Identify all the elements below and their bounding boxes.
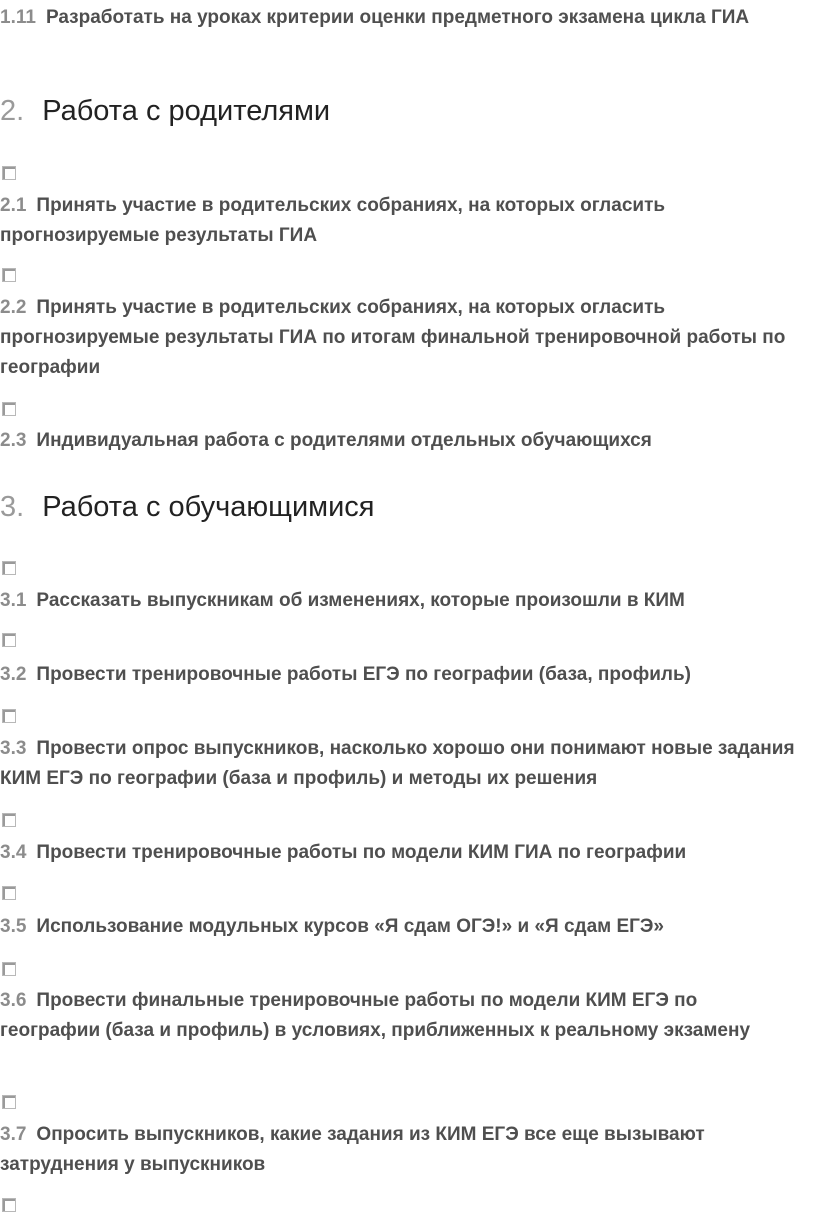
- task-number: 3.5: [0, 916, 27, 937]
- task-item: [0, 3, 800, 33]
- section-number: 3.: [0, 491, 25, 523]
- task-text: Принять участие в родительских собраниях, на которых огласить прогнозируемые результаты ГИА: [0, 195, 666, 246]
- section-number: 2.: [0, 95, 25, 127]
- section-heading-parents: [0, 93, 800, 129]
- task-checkbox[interactable]: [2, 886, 16, 900]
- task-text: Принять участие в родительских собраниях, на которых огласить прогнозируемые результаты ГИА по итогам финальной тренировочной работы по географии: [0, 297, 786, 378]
- task-number: 3.7: [0, 1124, 27, 1145]
- task-checkbox[interactable]: [2, 962, 16, 976]
- task-text: Разработать на уроках критерии оценки предметного экзамена цикла ГИА: [45, 7, 750, 28]
- task-number: 3.4: [0, 842, 27, 863]
- task-item: [0, 191, 800, 251]
- task-number: 2.2: [0, 297, 27, 318]
- section-heading-students: [0, 489, 800, 525]
- task-item: [0, 660, 800, 690]
- task-number: 2.1: [0, 195, 27, 216]
- task-text: Провести финальные тренировочные работы по модели КИМ ЕГЭ по географии (база и профиль) в условиях, приближенных к реальному экзамену: [0, 990, 751, 1041]
- task-checkbox[interactable]: [2, 166, 16, 180]
- task-text: Рассказать выпускникам об изменениях, которые произошли в КИМ: [36, 590, 685, 611]
- task-item: [0, 838, 800, 868]
- task-checkbox[interactable]: [2, 268, 16, 282]
- task-number: 3.6: [0, 990, 27, 1011]
- task-number: 2.3: [0, 430, 27, 451]
- task-text: Использование модульных курсов «Я сдам ОГЭ!» и «Я сдам ЕГЭ»: [36, 916, 664, 937]
- section-title: Работа с родителями: [42, 95, 331, 127]
- task-text: Опросить выпускников, какие задания из КИМ ЕГЭ все еще вызывают затруднения у выпускников: [0, 1124, 705, 1175]
- section-title: Работа с обучающимися: [42, 491, 375, 523]
- task-item: [0, 734, 800, 794]
- task-checkbox[interactable]: [2, 709, 16, 723]
- task-number: 3.3: [0, 738, 27, 759]
- task-number: 3.1: [0, 590, 27, 611]
- task-checkbox[interactable]: [2, 1095, 16, 1109]
- task-item: [0, 586, 800, 616]
- task-item: [0, 912, 800, 942]
- task-number: 3.2: [0, 664, 27, 685]
- task-checkbox[interactable]: [2, 402, 16, 416]
- task-item: [0, 426, 800, 456]
- task-text: Провести тренировочные работы по модели КИМ ГИА по географии: [36, 842, 687, 863]
- task-checkbox[interactable]: [2, 1198, 16, 1212]
- task-text: Провести опрос выпускников, насколько хорошо они понимают новые задания КИМ ЕГЭ по географии (база и профиль) и методы их решения: [0, 738, 795, 789]
- task-item: [0, 986, 800, 1046]
- task-item: [0, 293, 800, 383]
- task-checkbox[interactable]: [2, 561, 16, 575]
- task-item: [0, 1120, 800, 1180]
- task-number: 1.11: [0, 7, 36, 28]
- task-checkbox[interactable]: [2, 813, 16, 827]
- task-text: Индивидуальная работа с родителями отдельных обучающихся: [36, 430, 652, 451]
- task-checkbox[interactable]: [2, 633, 16, 647]
- task-text: Провести тренировочные работы ЕГЭ по географии (база, профиль): [36, 664, 691, 685]
